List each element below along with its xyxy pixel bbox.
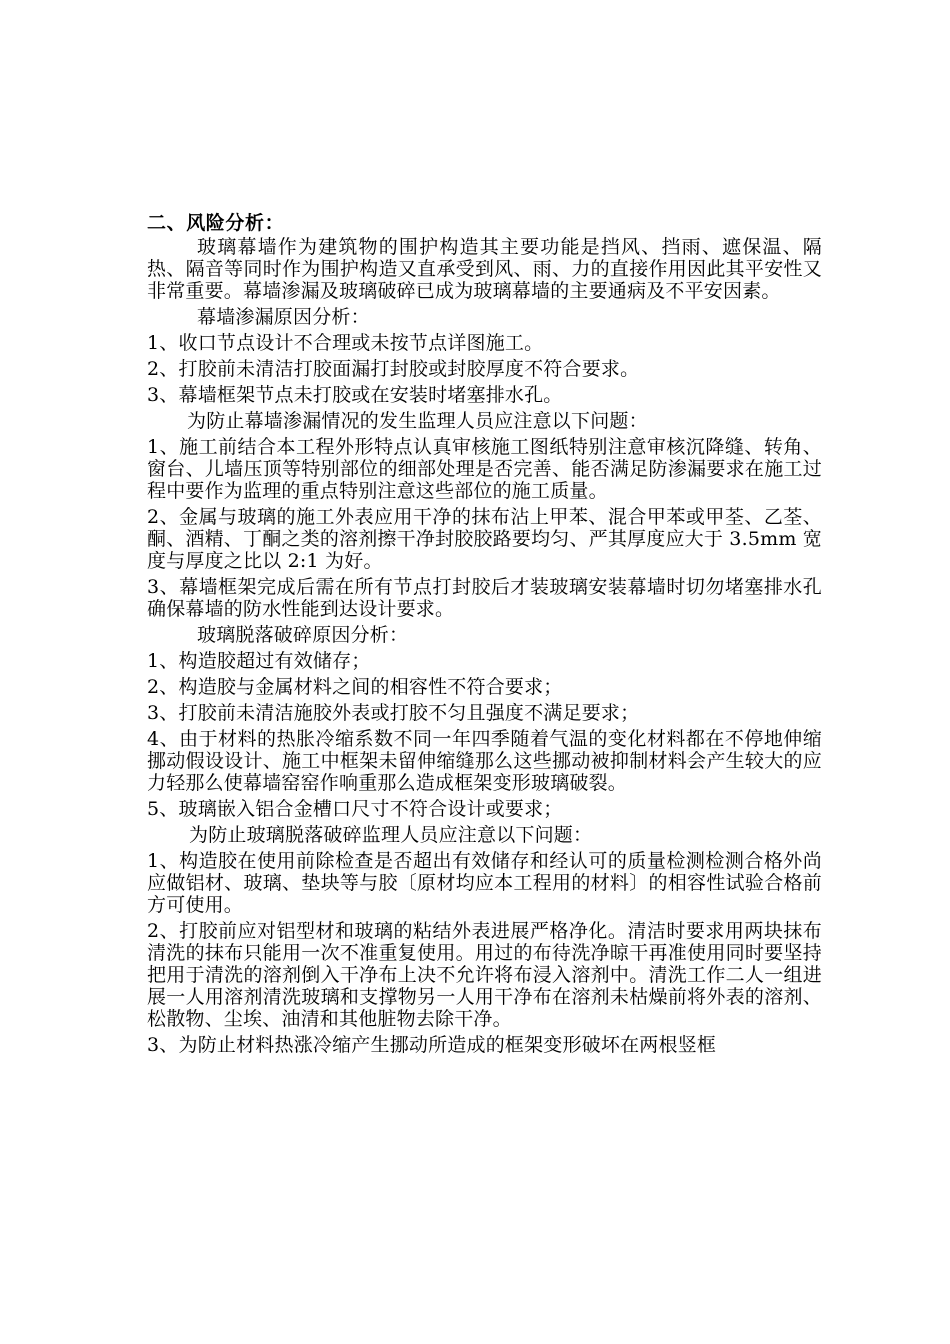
glass-prevention-item: 2、打胶前应对铝型材和玻璃的粘结外表进展严格净化。清洁时要求用两块抹布清洗的抹布只能用一次不准重复使用。用过的布待洗净晾干再准使用同时要坚持把用于清洗的溶剂倒入干净布上决不允许将布浸入溶剂中。清洗工作二人一组进展一人用溶剂清洗玻璃和支撑物另一人用干净布在溶剂未枯燥前将外表的溶剂、松散物、尘埃、油清和其他脏物去除干净。 (147, 920, 822, 1030)
section-title: 二、风险分析： (147, 212, 285, 234)
leak-cause-item: 2、打胶前未清洁打胶面漏打封胶或封胶厚度不符合要求。 (147, 358, 640, 380)
leak-cause-item: 3、幕墙框架节点未打胶或在安装时堵塞排水孔。 (147, 384, 563, 406)
glass-cause-item: 2、构造胶与金属材料之间的相容性不符合要求； (147, 676, 563, 698)
document-page (147, 210, 822, 1060)
leak-prevention-item: 3、幕墙框架完成后需在所有节点打封胶后才装玻璃安装幕墙时切勿堵塞排水孔确保幕墙的防水性能到达设计要求。 (147, 576, 822, 620)
leak-causes-title: 幕墙渗漏原因分析： (197, 306, 370, 328)
glass-prevention-item: 3、为防止材料热涨冷缩产生挪动所造成的框架变形破坏在两根竖框 (147, 1034, 717, 1056)
leak-prevention-title: 为防止幕墙渗漏情况的发生监理人员应注意以下问题： (187, 410, 648, 432)
glass-cause-item: 5、玻璃嵌入铝合金槽口尺寸不符合设计或要求； (147, 798, 563, 820)
glass-cause-item: 4、由于材料的热胀冷缩系数不同一年四季随着气温的变化材料都在不停地伸缩挪动假设设计、施工中框架未留伸缩缝那么这些挪动被抑制材料会产生较大的应力轻那么使幕墙窑窑作响重那么造成框架变形玻璃破裂。 (147, 728, 822, 794)
leak-cause-item: 1、收口节点设计不合理或未按节点详图施工。 (147, 332, 544, 354)
glass-cause-item: 1、构造胶超过有效储存； (147, 650, 371, 672)
glass-cause-item: 3、打胶前未清洁施胶外表或打胶不匀且强度不满足要求； (147, 702, 640, 724)
glass-prevention-item: 1、构造胶在使用前除检查是否超出有效储存和经认可的质量检测检测合格外尚应做铝材、玻璃、垫块等与胶〔原材均应本工程用的材料〕的相容性试验合格前方可使用。 (147, 850, 822, 916)
glass-prevention-title: 为防止玻璃脱落破碎监理人员应注意以下问题： (189, 824, 593, 846)
intro-paragraph: 玻璃幕墙作为建筑物的围护构造其主要功能是挡风、挡雨、遮保温、隔热、隔音等同时作为围护构造又直承受到风、雨、力的直接作用因此其平安性又非常重要。幕墙渗漏及玻璃破碎已成为玻璃幕墙的主要通病及不平安因素。 (147, 236, 822, 302)
leak-prevention-item: 1、施工前结合本工程外形特点认真审核施工图纸特别注意审核沉降缝、转角、窗台、儿墙压顶等特别部位的细部处理是否完善、能否满足防渗漏要求在施工过程中要作为监理的重点特别注意这些部位的施工质量。 (147, 436, 822, 502)
leak-prevention-item: 2、金属与玻璃的施工外表应用干净的抹布沾上甲苯、混合甲苯或甲荃、乙荃、酮、酒精、丁酮之类的溶剂擦干净封胶胶路要均匀、严其厚度应大于 3.5mm 宽度与厚度之比以 2:1 为好。 (147, 506, 822, 572)
glass-causes-title: 玻璃脱落破碎原因分析： (197, 624, 409, 646)
